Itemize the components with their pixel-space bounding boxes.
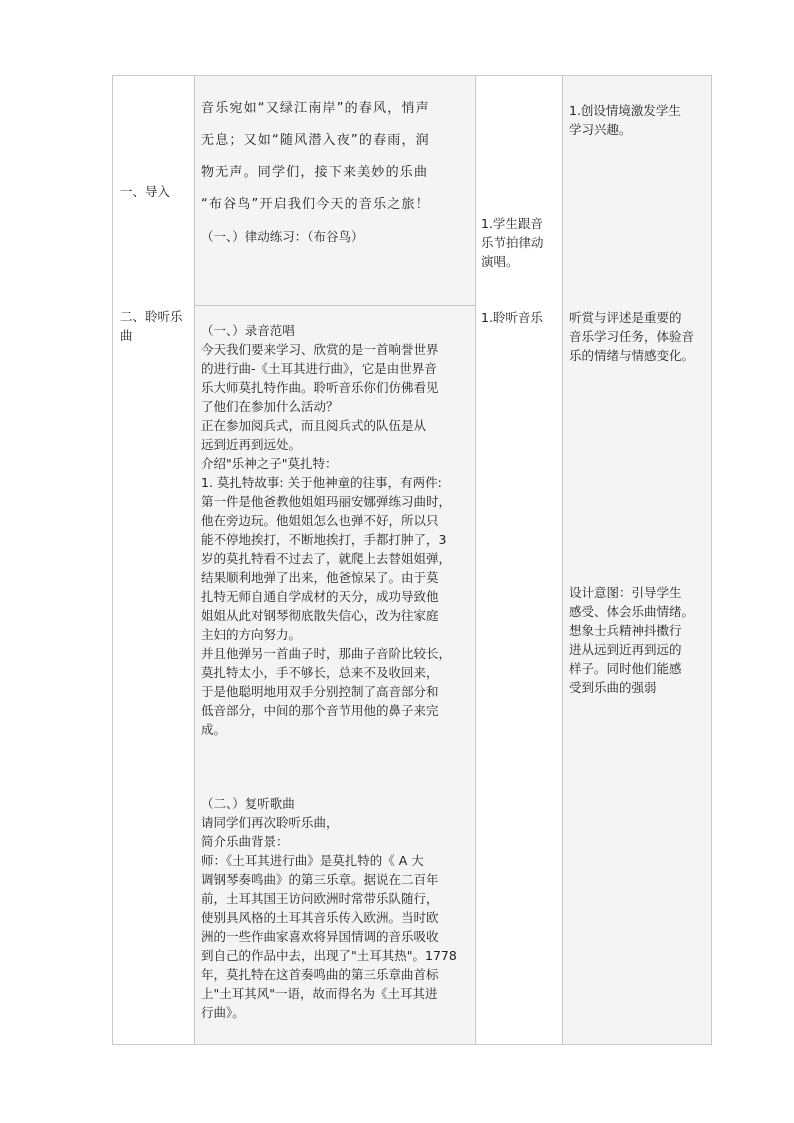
section-label-text: 二、聆听乐 bbox=[120, 309, 183, 324]
content-line: 莫扎特太小，手不够长，总来不及收回来， bbox=[201, 665, 439, 680]
column-divider-3 bbox=[562, 75, 563, 1045]
content-line: 师：《土耳其进行曲》是莫扎特的《 A 大 bbox=[201, 853, 424, 868]
listen-design-intent-2 bbox=[569, 583, 709, 697]
content-line: 低音部分，中间的那个音节用他的鼻子来完 bbox=[201, 703, 439, 718]
content-line: 1. 莫扎特故事: 关于他神童的往事，有两件: bbox=[201, 475, 442, 490]
content-line: 音乐宛如“又绿江南岸”的春风，悄声 bbox=[201, 101, 430, 116]
intro-content bbox=[201, 93, 473, 253]
content-line: 的进行曲-《土耳其进行曲》，它是由世界音 bbox=[201, 361, 437, 376]
content-line: 成。 bbox=[201, 722, 227, 737]
student-line: 1.学生跟音 bbox=[481, 216, 543, 231]
content-line: 年，莫扎特在这首奏鸣曲的第三乐章曲首标 bbox=[201, 967, 439, 982]
design-line: 样子。同时他们能感 bbox=[569, 661, 682, 676]
content-line: 主妇的方向努力。 bbox=[201, 627, 302, 642]
intro-student-activity bbox=[481, 214, 561, 271]
design-line: 音乐学习任务，体验音 bbox=[569, 329, 695, 344]
table-border-bottom bbox=[112, 1044, 712, 1045]
section-label-listen bbox=[120, 307, 192, 345]
content-line: 乐大师莫扎特作曲。聆听音乐你们仿佛看见 bbox=[201, 380, 439, 395]
design-column-shade bbox=[563, 75, 711, 1045]
design-line: 乐的情绪与情感变化。 bbox=[569, 348, 695, 363]
content-line: 前，土耳其国王访问欧洲时常带乐队随行， bbox=[201, 891, 439, 906]
student-line: 乐节拍律动 bbox=[481, 235, 544, 250]
content-line: 扎特无师自通自学成材的天分，成功导致他 bbox=[201, 589, 439, 604]
content-line: 物无声。同学们，接下来美妙的乐曲 bbox=[201, 165, 429, 180]
row-divider-content bbox=[194, 305, 476, 306]
intro-design-intent bbox=[569, 101, 709, 139]
content-line: （二、）复听歌曲 bbox=[201, 796, 295, 811]
content-line: 结果顺利地弹了出来，他爸惊呆了。由于莫 bbox=[201, 570, 439, 585]
design-line: 感受、体会乐曲情绪。 bbox=[569, 604, 695, 619]
student-line: 1.聆听音乐 bbox=[481, 310, 543, 325]
content-line: 无息；又如“随风潜入夜”的春雨，润 bbox=[201, 133, 430, 148]
section-label-text: 曲 bbox=[120, 328, 133, 343]
design-line: 1.创设情境激发学生 bbox=[569, 103, 681, 118]
table-border-top bbox=[112, 75, 712, 76]
content-line: 行曲》。 bbox=[201, 1005, 245, 1020]
design-line: 进从远到近再到远的 bbox=[569, 642, 682, 657]
content-line: 于是他聪明地用双手分别控制了高音部分和 bbox=[201, 684, 439, 699]
student-line: 演唱。 bbox=[481, 254, 519, 269]
design-line: 受到乐曲的强弱 bbox=[569, 680, 657, 695]
content-line: 了他们在参加什么活动？ bbox=[201, 399, 339, 414]
design-line: 设计意图：引导学生 bbox=[569, 585, 682, 600]
table-border-right bbox=[711, 75, 712, 1045]
content-line: 远到近再到远处。 bbox=[201, 437, 302, 452]
listen-content-part2 bbox=[201, 794, 475, 1022]
section-label-text: 一、导入 bbox=[120, 184, 171, 199]
column-divider-1 bbox=[194, 75, 195, 1045]
content-line: 介绍"乐神之子"莫扎特： bbox=[201, 456, 338, 471]
section-label-intro bbox=[120, 182, 192, 201]
listen-content-part1 bbox=[201, 321, 475, 739]
content-line: 调钢琴奏鸣曲》的第三乐章。据说在二百年 bbox=[201, 872, 439, 887]
content-line: 岁的莫扎特看不过去了，就爬上去替姐姐弹， bbox=[201, 551, 452, 566]
content-line: 到自己的作品中去，出现了"土耳其热"。1778 bbox=[201, 948, 457, 963]
content-line: 今天我们要来学习、欣赏的是一首响誉世界 bbox=[201, 342, 439, 357]
content-line: 简介乐曲背景： bbox=[201, 834, 289, 849]
content-line: （一、）律动练习：（布谷鸟） bbox=[201, 229, 364, 244]
listen-design-intent-1 bbox=[569, 308, 709, 365]
column-divider-2 bbox=[475, 75, 476, 1045]
table-border-left bbox=[112, 75, 113, 1045]
content-line: 使别具风格的土耳其音乐传入欧洲。当时欧 bbox=[201, 910, 439, 925]
content-line: 正在参加阅兵式，而且阅兵式的队伍是从 bbox=[201, 418, 427, 433]
listen-student-activity bbox=[481, 308, 561, 327]
content-line: 请同学们再次聆听乐曲， bbox=[201, 815, 339, 830]
design-line: 听赏与评述是重要的 bbox=[569, 310, 682, 325]
lesson-plan-table bbox=[112, 75, 712, 1045]
content-line: 第一件是他爸教他姐姐玛丽安娜弹练习曲时， bbox=[201, 494, 452, 509]
design-line: 学习兴趣。 bbox=[569, 122, 632, 137]
content-line: 上"土耳其风"一语，故而得名为《土耳其进 bbox=[201, 986, 438, 1001]
content-line: 姐姐从此对钢琴彻底散失信心，改为往家庭 bbox=[201, 608, 439, 623]
content-line: “布谷鸟”开启我们今天的音乐之旅！ bbox=[201, 197, 430, 212]
content-line: 洲的一些作曲家喜欢将异国情调的音乐吸收 bbox=[201, 929, 439, 944]
design-line: 想象士兵精神抖擞行 bbox=[569, 623, 682, 638]
content-line: 能不停地挨打，不断地挨打，手都打肿了，3 bbox=[201, 532, 447, 547]
content-line: 并且他弹另一首曲子时，那曲子音阶比较长， bbox=[201, 646, 452, 661]
content-line: 他在旁边玩。他姐姐怎么也弹不好，所以只 bbox=[201, 513, 439, 528]
content-line: （一、）录音范唱 bbox=[201, 323, 295, 338]
